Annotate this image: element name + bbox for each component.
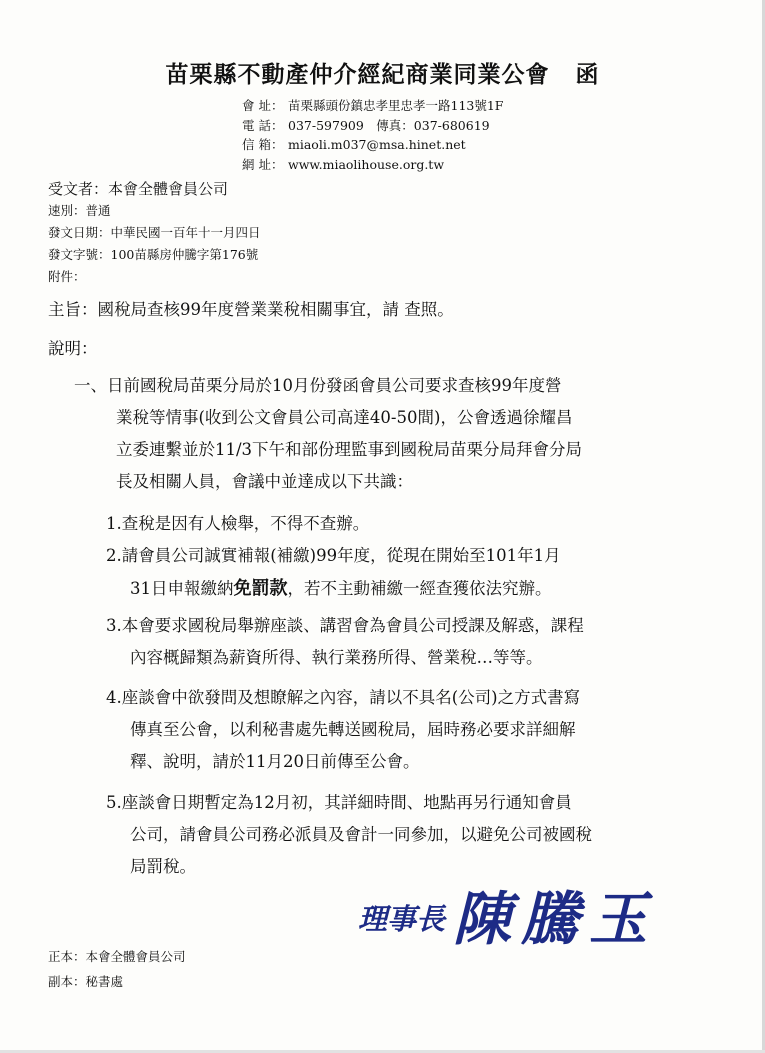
contact-address: 會 址： 苗栗縣頭份鎮忠孝里忠孝一路113號1F <box>242 98 504 113</box>
body-line: 長及相關人員，會議中並達成以下共識： <box>116 472 413 491</box>
meta-attachment: 附件： <box>48 269 86 284</box>
contact-phone: 電 話： 037-597909 傳真：037-680619 <box>242 117 490 133</box>
list-item-2: 2.請會員公司誠實補報(補繳)99年度，從現在開始至101年1月 <box>106 546 561 565</box>
contact-email: 信 箱： miaoli.m037@msa.hinet.net <box>242 137 466 152</box>
list-item-4-cont: 傳真至公會，以利秘書處先轉送國稅局，屆時務必要求詳細解 <box>130 720 576 739</box>
association-name: 苗栗縣不動產仲介經紀商業同業公會 <box>165 61 550 88</box>
chairman-signature <box>358 872 657 956</box>
body-line: 業稅等情事(收到公文會員公司高達40-50間)，公會透過徐耀昌 <box>116 408 573 427</box>
meta-date: 發文日期：中華民國一百年十一月四日 <box>48 225 261 240</box>
subject-line: 主旨：國稅局查核99年度營業業稅相關事宜，請 查照。 <box>48 300 454 319</box>
list-item-2-cont: 31日申報繳納免罰款，若不主動補繳一經查獲依法究辦。 <box>130 578 552 599</box>
signature-title: 理事長 <box>358 902 446 936</box>
description-label: 說明： <box>48 339 98 358</box>
list-item-5: 5.座談會日期暫定為12月初，其詳細時間、地點再另行通知會員 <box>106 793 572 812</box>
meta-reference-number: 發文字號：100苗縣房仲騰字第176號 <box>48 247 259 262</box>
copy-recipient: 副本：秘書處 <box>48 974 124 989</box>
emphasis-no-penalty: 免罰款 <box>233 578 288 599</box>
list-item-5-cont: 公司，請會員公司務必派員及會計一同參加，以避免公司被國稅 <box>130 825 592 844</box>
body-line: 一、日前國稅局苗栗分局於10月份發函會員公司要求查核99年度營 <box>74 376 562 395</box>
list-item-4: 4.座談會中欲發問及想瞭解之內容，請以不具名(公司)之方式書寫 <box>106 688 581 707</box>
document-kind: 函 <box>575 61 600 88</box>
meta-recipient: 受文者：本會全體會員公司 <box>48 180 229 198</box>
list-item-4-cont: 釋、說明，請於11月20日前傳至公會。 <box>130 752 420 771</box>
meta-urgency: 速別：普通 <box>48 203 111 218</box>
signature-name: 陳騰玉 <box>453 885 658 953</box>
contact-block <box>242 96 504 174</box>
list-item-3-cont: 內容概歸類為薪資所得、執行業務所得、營業稅…等等。 <box>130 648 543 667</box>
list-item-5-cont: 局罰稅。 <box>130 857 196 876</box>
body-line: 立委連繫並於11/3下午和部份理監事到國稅局苗栗分局拜會分局 <box>116 440 583 459</box>
original-recipient: 正本：本會全體會員公司 <box>48 949 186 964</box>
letterhead-title <box>0 56 765 89</box>
contact-website: 網 址： www.miaolihouse.org.tw <box>242 156 445 172</box>
distribution-block <box>48 944 186 994</box>
document-meta <box>48 178 261 288</box>
list-item-3: 3.本會要求國稅局舉辦座談、講習會為會員公司授課及解惑，課程 <box>106 616 584 635</box>
list-item-1: 1.查稅是因有人檢舉，不得不查辦。 <box>106 514 370 533</box>
